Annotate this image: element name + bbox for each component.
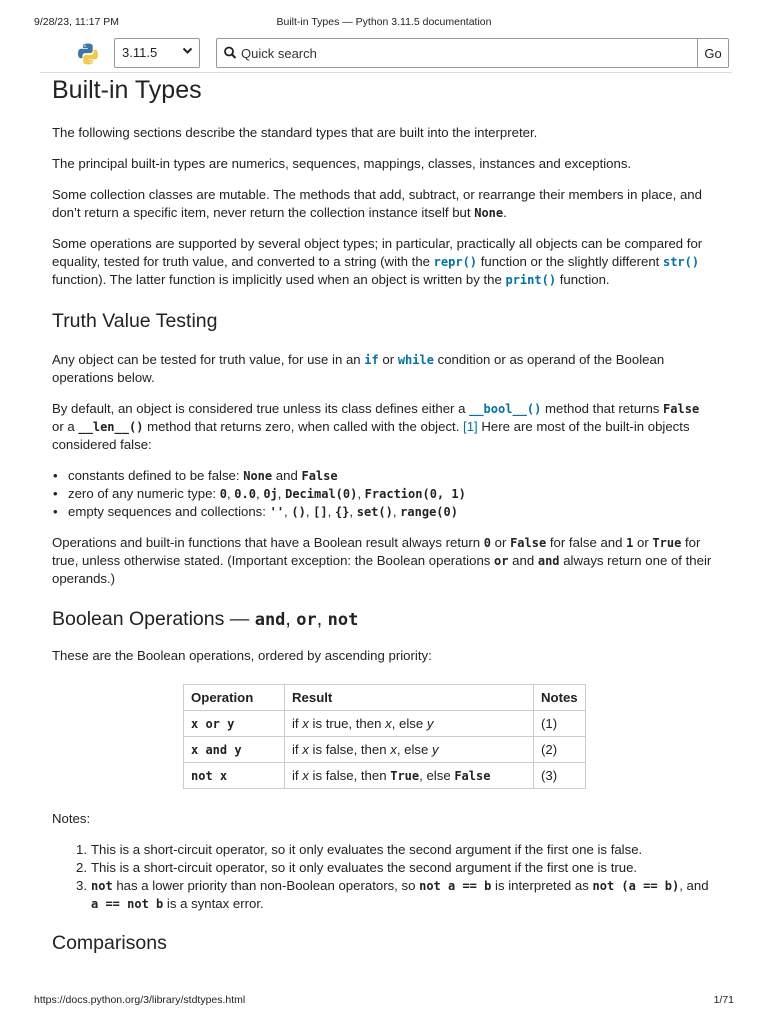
header-divider [40,72,732,73]
table-cell: if x is true, then x, else y [285,711,534,737]
list-item: • zero of any numeric type: 0, 0.0, 0j, Decimal(0), Fraction(0, 1) [52,485,712,503]
table-row [184,737,586,763]
truth-paragraph-1: Any object can be tested for truth value, for use in an if or while condition or as operand of the Boolean operations below. [52,352,665,385]
repr-link[interactable]: repr() [433,255,478,269]
list-item: 1. This is a short-circuit operator, so it only evaluates the second argument if the first one is false. [76,842,643,857]
table-header-row [184,685,586,711]
intro-paragraph-4: Some operations are supported by several object types; in particular, practically all objects can be compared for equality, tested for truth value, and converted to a string (with the repr() function or the slightly different str() function). The latter function is implicitly used when an object is written by the print() function. [52,236,703,287]
table-cell: x and y [184,737,285,763]
intro-paragraph-3: Some collection classes are mutable. The methods that add, subtract, or rearrange their members in place, and don’t return a specific item, never return the collection instance itself but None. [52,187,702,220]
version-value: 3.11.5 [122,45,158,60]
section-heading-truth-value-testing: Truth Value Testing [52,310,218,332]
truth-paragraph-3: Operations and built-in functions that have a Boolean result always return 0 or False for false and 1 or True for true, unless otherwise stated. (Important exception: the Boolean operations or and and always return one of their operands.) [52,535,712,586]
column-header: Notes [534,685,586,711]
print-datetime: 9/28/23, 11:17 PM [34,16,120,28]
list-item: 3. not has a lower priority than non-Boolean operators, so not a == b is interpreted as not (a == b), and a == not b is a syntax error. [76,878,709,911]
falsy-values-list [52,467,712,521]
main-content [52,76,712,955]
list-item: • empty sequences and collections: '', (), [], {}, set(), range(0) [52,503,712,521]
list-item: 2. This is a short-circuit operator, so it only evaluates the second argument if the first one is true. [76,860,638,875]
column-header: Operation [184,685,285,711]
section-heading-boolean-operations: Boolean Operations — and, or, not [52,608,359,630]
while-link[interactable]: while [397,353,434,367]
print-url: https://docs.python.org/3/library/stdtypes.html [34,994,246,1006]
print-link[interactable]: print() [505,273,557,287]
str-link[interactable]: str() [662,255,700,269]
table-cell: (2) [534,737,586,763]
list-item: • constants defined to be false: None and False [52,467,712,485]
python-logo-icon[interactable] [76,42,100,66]
table-row [184,711,586,737]
boolops-intro: These are the Boolean operations, ordered by ascending priority: [52,648,432,663]
bool-method-link[interactable]: __bool__() [469,402,542,416]
go-button[interactable]: Go [697,38,729,68]
intro-paragraph-1: The following sections describe the standard types that are built into the interpreter. [52,125,538,140]
if-link[interactable]: if [364,353,379,367]
print-page-number: 1/71 [713,994,734,1006]
boolean-operations-table [183,684,586,789]
table-cell: if x is false, then True, else False [285,763,534,789]
search-placeholder: Quick search [241,46,317,61]
intro-paragraph-2: The principal built-in types are numerics, sequences, mappings, classes, instances and exceptions. [52,156,632,171]
table-cell: (1) [534,711,586,737]
search-input[interactable] [216,38,698,68]
notes-list [52,841,712,913]
footnote-1-link[interactable]: [1] [463,419,478,434]
table-cell: (3) [534,763,586,789]
search-icon [223,45,237,61]
page-title: Built-in Types [52,76,202,104]
chevron-down-icon [182,45,193,59]
notes-label: Notes: [52,811,91,826]
table-cell: not x [184,763,285,789]
truth-paragraph-2: By default, an object is considered true unless its class defines either a __bool__() method that returns False or a __len__() method that returns zero, when called with the object. [1] Here are most of the built-in objects considered false: [52,401,700,452]
column-header: Result [285,685,534,711]
version-selector[interactable] [114,38,200,68]
print-doc-title: Built-in Types — Python 3.11.5 documentation [276,16,492,28]
section-heading-comparisons: Comparisons [52,932,167,954]
table-cell: if x is false, then x, else y [285,737,534,763]
table-cell: x or y [184,711,285,737]
table-row [184,763,586,789]
top-navigation-bar [76,38,731,68]
